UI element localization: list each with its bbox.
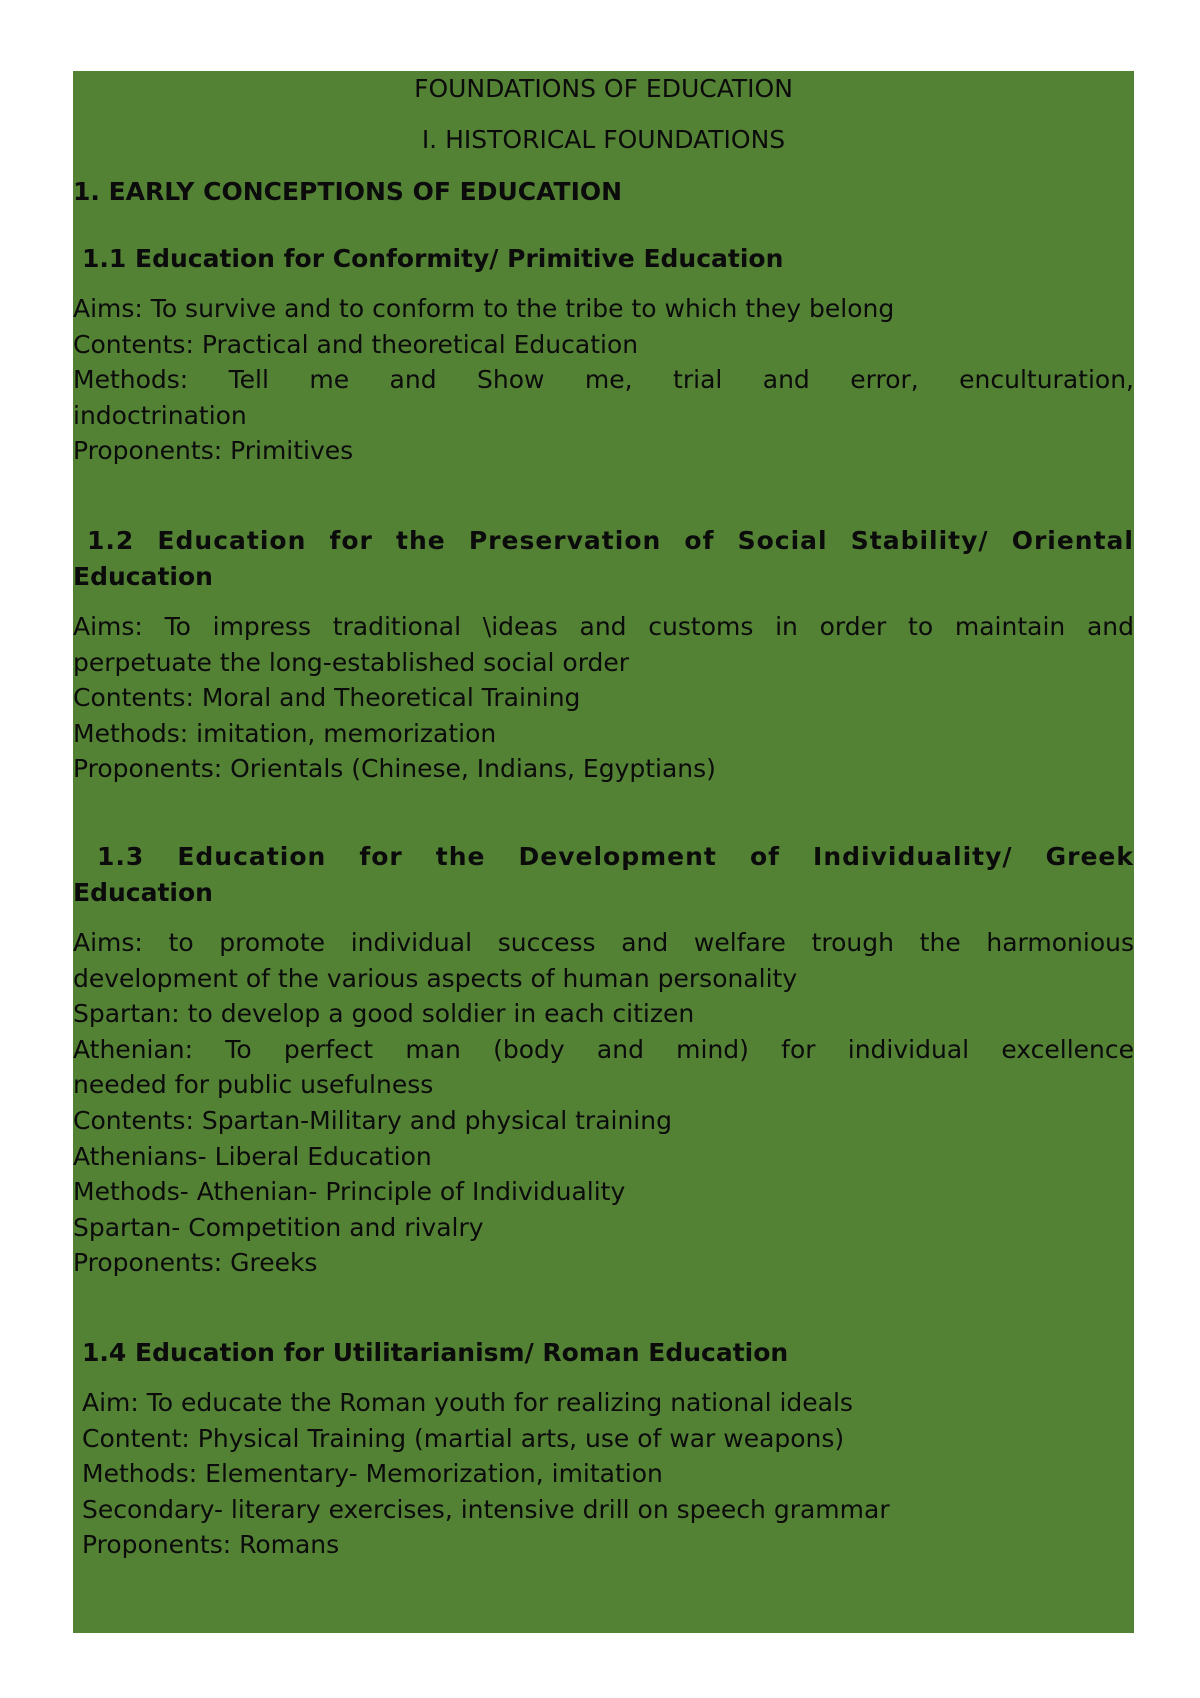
- section-1-1-body: [73, 291, 1134, 469]
- section-text-line: needed for public usefulness: [73, 1070, 434, 1100]
- document-panel: [73, 71, 1134, 1633]
- section-text-line: Contents: Moral and Theoretical Training: [73, 683, 581, 713]
- section-text-line: Contents: Practical and theoretical Education: [73, 329, 639, 359]
- section-heading-line: 1.4 Education for Utilitarianism/ Roman Education: [82, 1338, 789, 1367]
- document-title: FOUNDATIONS OF EDUCATION: [414, 74, 793, 103]
- section-text-line: Methods: imitation, memorization: [73, 718, 497, 748]
- section-heading-line: Education: [73, 878, 213, 907]
- section-text-line: Aims: To impress traditional \ideas and customs in order to maintain and: [73, 612, 1134, 641]
- section-text-line: Methods: Elementary- Memorization, imitation: [82, 1459, 663, 1489]
- section-1-2-heading: [73, 523, 1134, 595]
- section-text-line: Spartan: to develop a good soldier in each citizen: [73, 999, 695, 1029]
- section-1-3-heading: [73, 839, 1134, 911]
- section-heading-line: 1.3 Education for the Development of Individuality/ Greek: [97, 842, 1134, 871]
- section-text-line: indoctrination: [73, 400, 247, 430]
- section-text-line: perpetuate the long-established social order: [73, 647, 630, 677]
- section-heading-line: Education: [73, 562, 213, 591]
- part-title: I. HISTORICAL FOUNDATIONS: [421, 125, 786, 154]
- section-text-line: Proponents: Romans: [82, 1530, 340, 1560]
- section-heading-line: 1.2 Education for the Preservation of Social Stability/ Oriental: [87, 526, 1134, 555]
- section-text-line: Contents: Spartan-Military and physical training: [73, 1105, 672, 1135]
- section-text-line: Spartan- Competition and rivalry: [73, 1212, 484, 1242]
- section-1-2-body: [73, 609, 1134, 787]
- section-text-line: Content: Physical Training (martial arts, use of war weapons): [82, 1423, 845, 1453]
- section-text-line: Methods: Tell me and Show me, trial and error, enculturation,: [73, 365, 1134, 395]
- section-text-line: Secondary- literary exercises, intensive drill on speech grammar: [82, 1494, 890, 1524]
- section-1-1-heading: [73, 241, 1134, 277]
- section-text-line: Aim: To educate the Roman youth for realizing national ideals: [82, 1388, 853, 1417]
- section-text-line: Proponents: Orientals (Chinese, Indians, Egyptians): [73, 754, 716, 784]
- section-text-line: development of the various aspects of human personality: [73, 963, 798, 993]
- section-text-line: Athenian: To perfect man (body and mind) for individual excellence: [73, 1034, 1134, 1064]
- chapter-title: 1. EARLY CONCEPTIONS OF EDUCATION: [73, 177, 623, 206]
- section-heading-line: 1.1 Education for Conformity/ Primitive Education: [82, 244, 784, 273]
- section-text-line: Aims: To survive and to conform to the tribe to which they belong: [73, 294, 895, 323]
- section-1-4-heading: [73, 1335, 1134, 1371]
- section-text-line: Methods- Athenian- Principle of Individuality: [73, 1177, 626, 1207]
- section-1-3-body: [73, 925, 1134, 1281]
- section-text-line: Athenians- Liberal Education: [73, 1141, 432, 1171]
- section-text-line: Aims: to promote individual success and welfare trough the harmonious: [73, 928, 1134, 957]
- section-1-4-body: [73, 1385, 1134, 1563]
- section-text-line: Proponents: Greeks: [73, 1248, 318, 1278]
- section-text-line: Proponents: Primitives: [73, 436, 354, 466]
